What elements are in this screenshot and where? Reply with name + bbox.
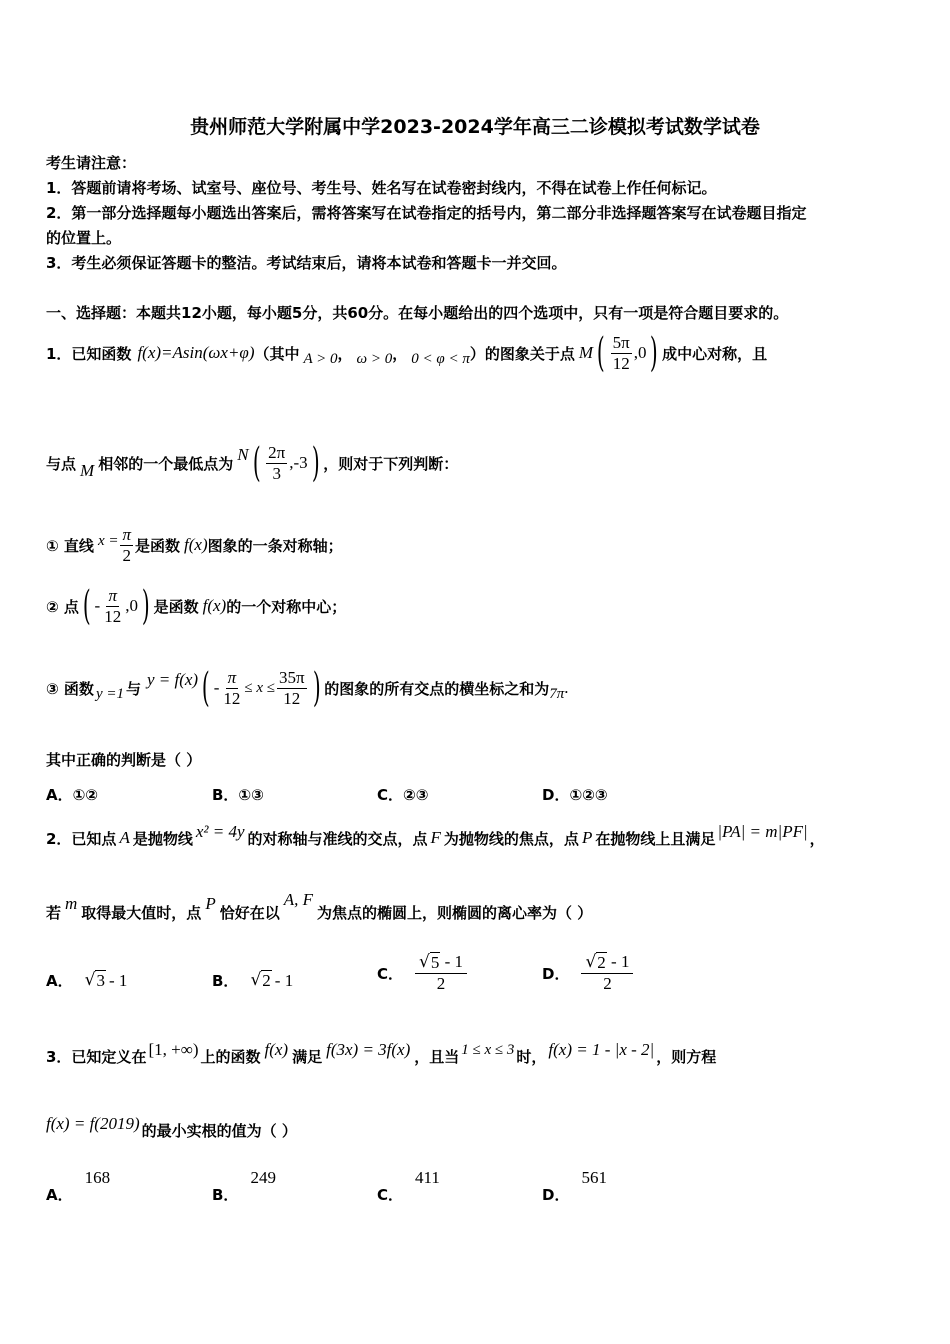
q1-function: f(x)=Asin(ωx+φ) (137, 343, 255, 362)
q3-stem-line-2: f(x) = f(2019) 的最小实根的值为（ ） (46, 1114, 297, 1140)
q2-stem-line-2: 若 m 取得最大值时，点 P 恰好在以 A, F 为焦点的椭圆上，则椭圆的离心率为（ ） (46, 890, 593, 922)
q1-point-n: N (237, 445, 249, 464)
q3-stem-line-1: 3．已知定义在 [1, +∞) 上的函数 f(x) 满足 f(3x) = 3f(x) ，且当 1 ≤ x ≤ 3 时， f(x) = 1 - |x - 2| ，则方程 (46, 1040, 717, 1066)
q1-statement-2: ② 点 ( - $\frac{\pi}{12}$ ,0 ) 是函数 f(x) 的一个对称中心； (46, 583, 347, 629)
notice-item-1: 1．答题前请将考场、试室号、座位号、考生号、姓名写在试卷密封线内，不得在试卷上作任何标记。 (46, 179, 717, 197)
q1-option-a[interactable]: A．①② (46, 786, 99, 804)
q2-option-b[interactable]: B． √ 2 - 1 (212, 970, 294, 990)
q1-point-m: M (80, 461, 95, 480)
section-heading: 一、选择题：本题共12小题，每小题5分，共60分。在每小题给出的四个选项中，只有一项是符合题目要求的。 (46, 304, 789, 322)
notice-heading: 考生请注意： (46, 154, 137, 172)
q1-text: ）的图象关于点 (469, 344, 575, 363)
q1-cond-phi: 0 < φ < π (411, 350, 470, 367)
q2-option-a[interactable]: A． √ 3 - 1 (46, 970, 128, 990)
q1-option-b[interactable]: B．①③ (212, 786, 264, 804)
q1-statement-1: ① 直线 x = $\frac{\pi}{2}$ 是函数 f(x) 图象的一条对称轴； (46, 524, 343, 565)
q3-option-c[interactable]: C． 411 (377, 1168, 440, 1204)
q3-number: 3．已知定义在 (46, 1047, 147, 1066)
q1-cond-a: A > 0 (303, 350, 338, 367)
q3-option-b[interactable]: B． 249 (212, 1168, 276, 1204)
q3-option-d[interactable]: D． 561 (542, 1168, 607, 1204)
q1-text: 成中心对称，且 (662, 344, 768, 363)
q1-option-d[interactable]: D．①②③ (542, 786, 608, 804)
page-title: 贵州师范大学附属中学2023-2024学年高三二诊模拟考试数学试卷 (190, 116, 760, 138)
q1-option-c[interactable]: C．②③ (377, 786, 429, 804)
q2-stem-line-1: 2．已知点 A 是抛物线 x² = 4y 的对称轴与准线的交点，点 F 为抛物线的焦点，点 P 在抛物线上且满足 |PA| = m|PF| ， (46, 822, 825, 848)
q1-stem-line-1: 1．已知函数 f(x)=Asin(ωx+φ) （其中 A > 0 ， ω > 0 ， 0 < φ < π ）的图象关于点 M ( $\frac{5\pi}{12}$ ,0 ) 成中心对称，且 (46, 330, 768, 376)
q1-number: 1．已知函数 (46, 344, 132, 363)
q1-ask: 其中正确的判断是（ ） (46, 751, 202, 769)
q2-option-c[interactable]: C． √ 5 - 1 2 (377, 952, 469, 994)
q1-point-m: M (578, 343, 594, 362)
q1-point-m-coords: ( $\frac{5\pi}{12}$ ,0 ) (596, 330, 659, 376)
notice-item-2-cont: 的位置上。 (46, 229, 122, 247)
q1-stem-line-2: 与点 M 相邻的一个最低点为 N ( $\frac{2\pi}{3}$ ,-3 ) ，则对于下列判断： (46, 440, 459, 486)
q3-option-a[interactable]: A． 168 (46, 1168, 111, 1204)
q1-point-n-coords: ( $\frac{2\pi}{3}$ ,-3 ) (252, 440, 320, 486)
q1-cond-omega: ω > 0 (356, 350, 393, 367)
notice-item-3: 3．考生必须保证答题卡的整洁。考试结束后，请将本试卷和答题卡一并交回。 (46, 254, 567, 272)
notice-item-2: 2．第一部分选择题每小题选出答案后，需将答案写在试卷指定的括号内，第二部分非选择题答案写在试卷题目指定 (46, 204, 807, 222)
q1-statement-3: ③ 函数 y =1 与 y = f(x) ( - $\frac{\pi}{12}$ ≤ x ≤ $\frac{35\pi}{12}$ ) 的图象的所有交点的横坐标之和为 7π . (46, 665, 569, 711)
q1-text: （其中 (254, 344, 300, 363)
q2-option-d[interactable]: D． √ 2 - 1 2 (542, 952, 635, 994)
q2-number: 2．已知点 (46, 829, 117, 848)
